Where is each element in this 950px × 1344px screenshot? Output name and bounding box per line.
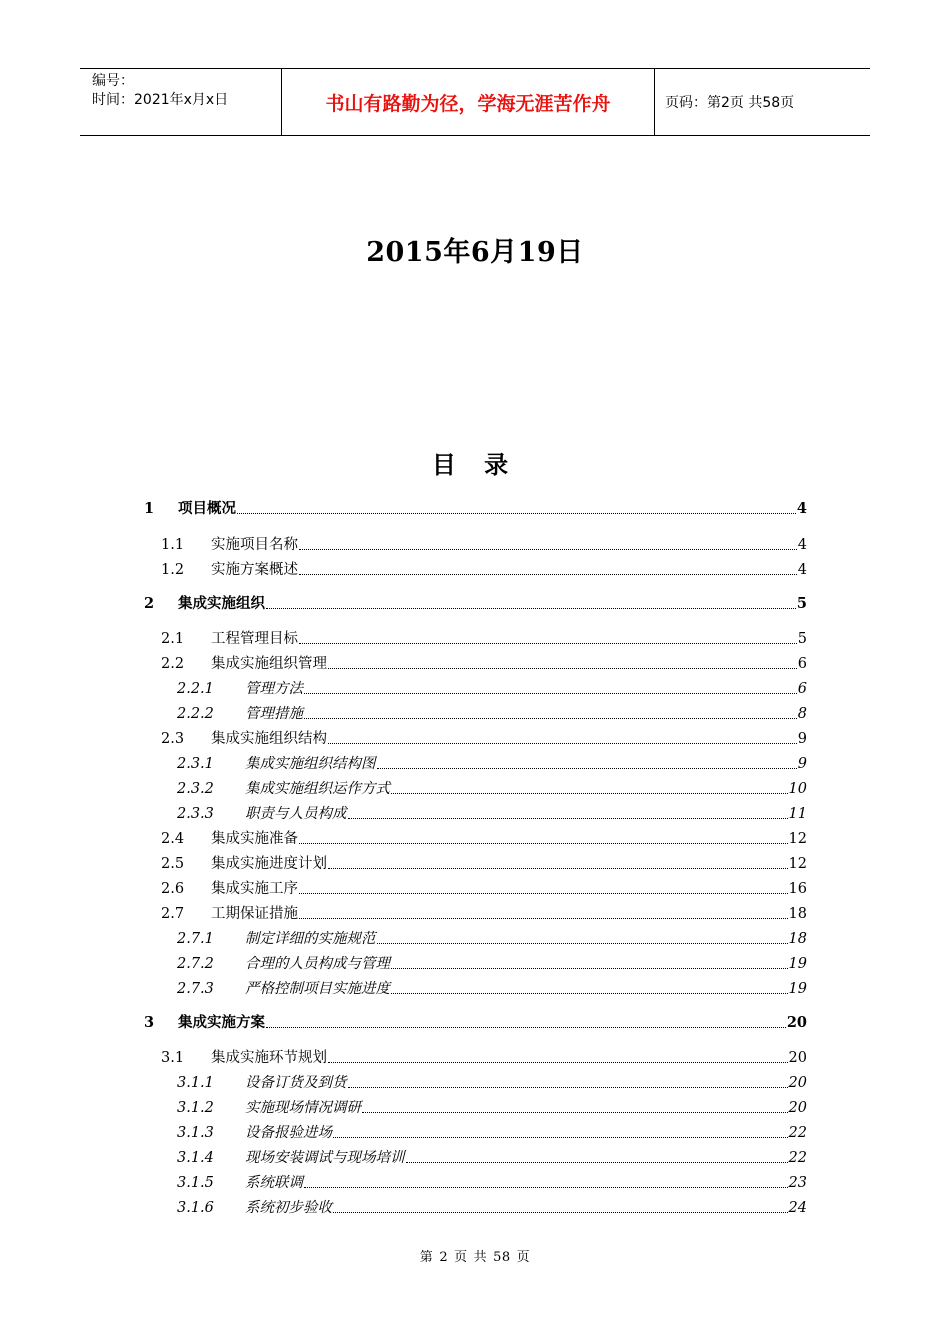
toc-entry-title: 现场安装调试与现场培训 xyxy=(245,1150,405,1166)
toc-entry-title: 集成实施工序 xyxy=(211,881,298,897)
toc-entry-number: 2.1 xyxy=(161,631,185,647)
page-header xyxy=(80,68,870,136)
toc-entry-number: 2.7.1 xyxy=(177,931,214,947)
toc-entry[interactable] xyxy=(144,496,807,518)
toc-dot-leader xyxy=(304,1187,788,1188)
toc-entry[interactable] xyxy=(177,801,807,823)
toc-entry-title: 集成实施进度计划 xyxy=(211,856,327,872)
toc-entry-title: 集成实施组织结构 xyxy=(211,731,327,747)
toc-entry-page: 20 xyxy=(788,1050,807,1066)
toc-entry-page: 5 xyxy=(797,631,807,647)
toc-entry[interactable] xyxy=(161,532,807,554)
toc-entry[interactable] xyxy=(177,1070,807,1092)
toc-entry-page: 12 xyxy=(788,831,807,847)
toc-dot-leader xyxy=(406,1162,788,1163)
toc-entry-page: 11 xyxy=(788,806,807,822)
toc-entry[interactable] xyxy=(177,1145,807,1167)
toc-entry-number: 2.7 xyxy=(161,906,185,922)
toc-entry-page: 9 xyxy=(797,731,807,747)
toc-entry-title: 集成实施组织 xyxy=(178,595,265,612)
toc-entry-number: 1 xyxy=(144,500,155,517)
toc-entry[interactable] xyxy=(177,1170,807,1192)
toc-entry-page: 22 xyxy=(788,1125,807,1141)
toc-dot-leader xyxy=(348,1087,788,1088)
toc-entry[interactable] xyxy=(161,826,807,848)
toc-title: 目 录 xyxy=(431,450,519,479)
toc-entry-title: 系统初步验收 xyxy=(245,1200,332,1216)
toc-entry-title: 制定详细的实施规范 xyxy=(245,931,376,947)
toc-entry-page: 9 xyxy=(797,756,807,772)
header-number-label: 编号： xyxy=(92,73,134,89)
toc-dot-leader xyxy=(299,918,788,919)
toc-entry-number: 2.7.3 xyxy=(177,981,214,997)
toc-dot-leader xyxy=(304,693,797,694)
toc-entry-title: 集成实施环节规划 xyxy=(211,1050,327,1066)
toc-entry-title: 工期保证措施 xyxy=(211,906,298,922)
toc-entry-number: 2.3.3 xyxy=(177,806,214,822)
toc-entry-number: 2.3 xyxy=(161,731,185,747)
toc-entry-page: 5 xyxy=(796,595,807,612)
toc-entry[interactable] xyxy=(161,626,807,648)
toc-entry-number: 1.2 xyxy=(161,562,185,578)
toc-entry[interactable] xyxy=(161,1045,807,1067)
page-footer xyxy=(0,1246,950,1265)
toc-entry-title: 实施方案概述 xyxy=(211,562,298,578)
toc-entry-page: 6 xyxy=(797,656,807,672)
toc-entry-title: 集成实施组织运作方式 xyxy=(245,781,390,797)
toc-entry[interactable] xyxy=(177,751,807,773)
toc-entry-page: 12 xyxy=(788,856,807,872)
toc-entry-number: 2.2.2 xyxy=(177,706,214,722)
toc-entry-number: 2.2 xyxy=(161,656,185,672)
header-time-label: 时间：2021年x月x日 xyxy=(92,92,229,108)
toc-dot-leader xyxy=(299,843,788,844)
toc-entry[interactable] xyxy=(161,726,807,748)
toc-entry-page: 16 xyxy=(788,881,807,897)
toc-dot-leader xyxy=(391,968,788,969)
toc-entry[interactable] xyxy=(161,557,807,579)
toc-entry-title: 集成实施组织管理 xyxy=(211,656,327,672)
toc-entry-page: 4 xyxy=(797,562,807,578)
toc-entry[interactable] xyxy=(177,951,807,973)
toc-entry-title: 工程管理目标 xyxy=(211,631,298,647)
toc-entry-page: 4 xyxy=(797,537,807,553)
toc-dot-leader xyxy=(377,768,797,769)
toc-dot-leader xyxy=(328,743,797,744)
toc-dot-leader xyxy=(299,574,797,575)
toc-dot-leader xyxy=(362,1112,788,1113)
toc-entry-number: 2 xyxy=(144,595,155,612)
header-page-info: 页码：第2页 共58页 xyxy=(665,95,795,111)
header-meta xyxy=(80,69,282,135)
toc-entry-title: 集成实施组织结构图 xyxy=(245,756,376,772)
toc-dot-leader xyxy=(237,513,796,514)
toc-entry-page: 20 xyxy=(788,1100,807,1116)
toc-dot-leader xyxy=(266,1027,786,1028)
toc-entry-title: 合理的人员构成与管理 xyxy=(245,956,390,972)
toc-entry-number: 3.1.5 xyxy=(177,1175,214,1191)
toc-entry-number: 2.7.2 xyxy=(177,956,214,972)
toc-entry-title: 系统联调 xyxy=(245,1175,303,1191)
toc-entry-number: 3 xyxy=(144,1014,155,1031)
footer-di: 第 xyxy=(419,1250,434,1265)
toc-entry-page: 18 xyxy=(788,906,807,922)
toc-entry-number: 2.3.1 xyxy=(177,756,214,772)
footer-ye2: 页 xyxy=(516,1250,531,1265)
toc-entry-number: 2.5 xyxy=(161,856,185,872)
footer-ye: 页 xyxy=(454,1250,468,1265)
toc-entry-title: 项目概况 xyxy=(178,500,236,517)
toc-entry-title: 设备报验进场 xyxy=(245,1125,332,1141)
toc-entry[interactable] xyxy=(177,976,807,998)
toc-entry-page: 23 xyxy=(788,1175,807,1191)
toc-dot-leader xyxy=(299,893,788,894)
toc-entry[interactable] xyxy=(177,1095,807,1117)
toc-entry-title: 管理方法 xyxy=(245,681,303,697)
toc-entry-number: 3.1.1 xyxy=(177,1075,214,1091)
toc-dot-leader xyxy=(333,1212,788,1213)
toc-entry[interactable] xyxy=(177,1120,807,1142)
toc-entry-page: 20 xyxy=(788,1075,807,1091)
toc-entry-number: 1.1 xyxy=(161,537,185,553)
toc-dot-leader xyxy=(299,643,797,644)
toc-entry-number: 2.3.2 xyxy=(177,781,214,797)
toc-entry[interactable] xyxy=(177,701,807,723)
toc-entry-page: 24 xyxy=(788,1200,807,1216)
toc-dot-leader xyxy=(391,993,788,994)
toc-dot-leader xyxy=(266,608,796,609)
toc-entry-page: 10 xyxy=(788,781,807,797)
footer-gong: 共 xyxy=(473,1250,488,1265)
toc-entry-title: 严格控制项目实施进度 xyxy=(245,981,390,997)
toc-entry[interactable] xyxy=(177,676,807,698)
toc-entry[interactable] xyxy=(144,591,807,613)
toc-dot-leader xyxy=(348,818,788,819)
toc-entry-page: 19 xyxy=(788,956,807,972)
toc-dot-leader xyxy=(299,549,797,550)
toc-entry[interactable] xyxy=(177,1195,807,1217)
toc-entry[interactable] xyxy=(177,776,807,798)
toc-entry-number: 3.1.4 xyxy=(177,1150,214,1166)
toc-entry-page: 8 xyxy=(797,706,807,722)
toc-entry-title: 集成实施准备 xyxy=(211,831,298,847)
toc-entry-title: 集成实施方案 xyxy=(178,1014,265,1031)
toc-entry-number: 2.6 xyxy=(161,881,185,897)
toc-entry-page: 19 xyxy=(788,981,807,997)
toc-entry-page: 22 xyxy=(788,1150,807,1166)
footer-page-number: 2 xyxy=(439,1250,449,1265)
footer-total-pages: 58 xyxy=(493,1250,511,1265)
toc-dot-leader xyxy=(304,718,797,719)
toc-entry-number: 3.1.2 xyxy=(177,1100,214,1116)
document-date: 2015年6月19日 xyxy=(366,237,584,268)
toc-entry-page: 20 xyxy=(786,1014,807,1031)
toc-entry-number: 3.1 xyxy=(161,1050,185,1066)
toc-entry[interactable] xyxy=(161,851,807,873)
header-motto: 书山有路勤为径，学海无涯苦作舟 xyxy=(282,69,655,135)
toc-entry[interactable] xyxy=(161,651,807,673)
toc-entry-page: 6 xyxy=(797,681,807,697)
toc-entry-number: 3.1.3 xyxy=(177,1125,214,1141)
toc-dot-leader xyxy=(328,1062,788,1063)
toc-entry[interactable] xyxy=(161,901,807,923)
toc-entry-title: 设备订货及到货 xyxy=(245,1075,347,1091)
toc-entry-number: 2.4 xyxy=(161,831,185,847)
toc-entry-title: 管理措施 xyxy=(245,706,303,722)
toc-entry-number: 2.2.1 xyxy=(177,681,214,697)
toc-dot-leader xyxy=(377,943,788,944)
toc-entry-number: 3.1.6 xyxy=(177,1200,214,1216)
toc-entry-title: 职责与人员构成 xyxy=(245,806,347,822)
toc-entry[interactable] xyxy=(161,876,807,898)
toc-entry-page: 4 xyxy=(796,500,807,517)
toc-dot-leader xyxy=(333,1137,788,1138)
toc-dot-leader xyxy=(328,868,788,869)
toc-entry-title: 实施现场情况调研 xyxy=(245,1100,361,1116)
toc-dot-leader xyxy=(328,668,797,669)
toc-entry[interactable] xyxy=(144,1010,807,1032)
toc-entry-page: 18 xyxy=(788,931,807,947)
toc-dot-leader xyxy=(391,793,788,794)
toc-entry-title: 实施项目名称 xyxy=(211,537,298,553)
toc-entry[interactable] xyxy=(177,926,807,948)
